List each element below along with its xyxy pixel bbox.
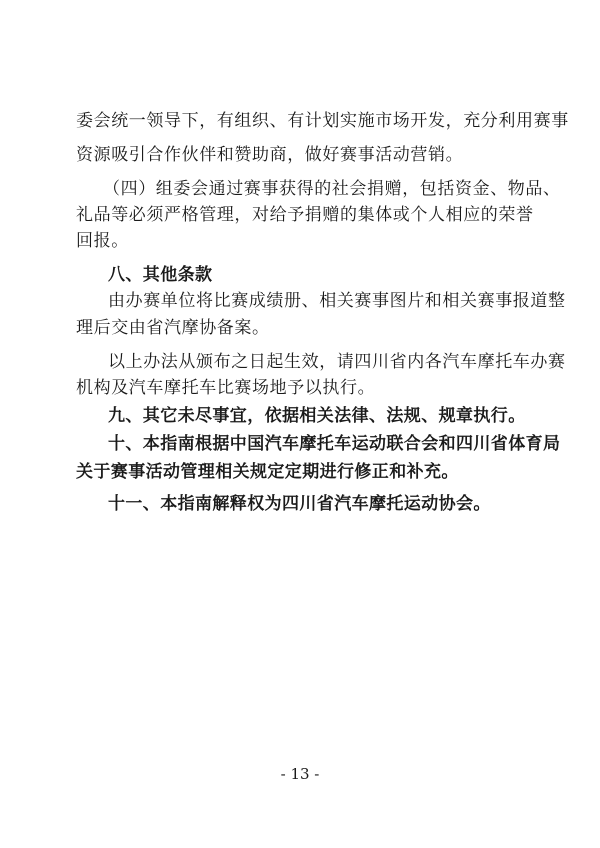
body-text-line: 理后交由省汽摩协备案。 <box>76 318 270 338</box>
body-text-line: 由办赛单位将比赛成绩册、相关赛事图片和相关赛事报道整 <box>108 291 566 311</box>
body-text-line: 委会统一领导下，有组织、有计划实施市场开发，充分利用赛事 <box>76 111 569 131</box>
body-text-line: 回报。 <box>76 231 129 251</box>
body-text-line: 以上办法从颁布之日起生效，请四川省内各汽车摩托车办赛 <box>108 352 566 372</box>
section-heading: 关于赛事活动管理相关规定定期进行修正和补充。 <box>76 462 459 482</box>
body-text-line: 资源吸引合作伙伴和赞助商，做好赛事活动营销。 <box>76 145 464 165</box>
page-number: - 13 - <box>280 765 320 783</box>
section-heading: 九、其它未尽事宜，依据相关法律、法规、规章执行。 <box>108 406 526 426</box>
body-text-line: 礼品等必须严格管理，对给予捐赠的集体或个人相应的荣誉 <box>76 205 534 225</box>
section-heading: 十一、本指南解释权为四川省汽车摩托运动协会。 <box>108 494 491 514</box>
section-heading: 八、其他条款 <box>108 265 213 285</box>
section-heading: 十、本指南根据中国汽车摩托车运动联合会和四川省体育局 <box>108 434 561 454</box>
body-text-line: （四）组委会通过赛事获得的社会捐赠，包括资金、物品、 <box>103 179 561 199</box>
body-text-line: 机构及汽车摩托车比赛场地予以执行。 <box>76 378 376 398</box>
